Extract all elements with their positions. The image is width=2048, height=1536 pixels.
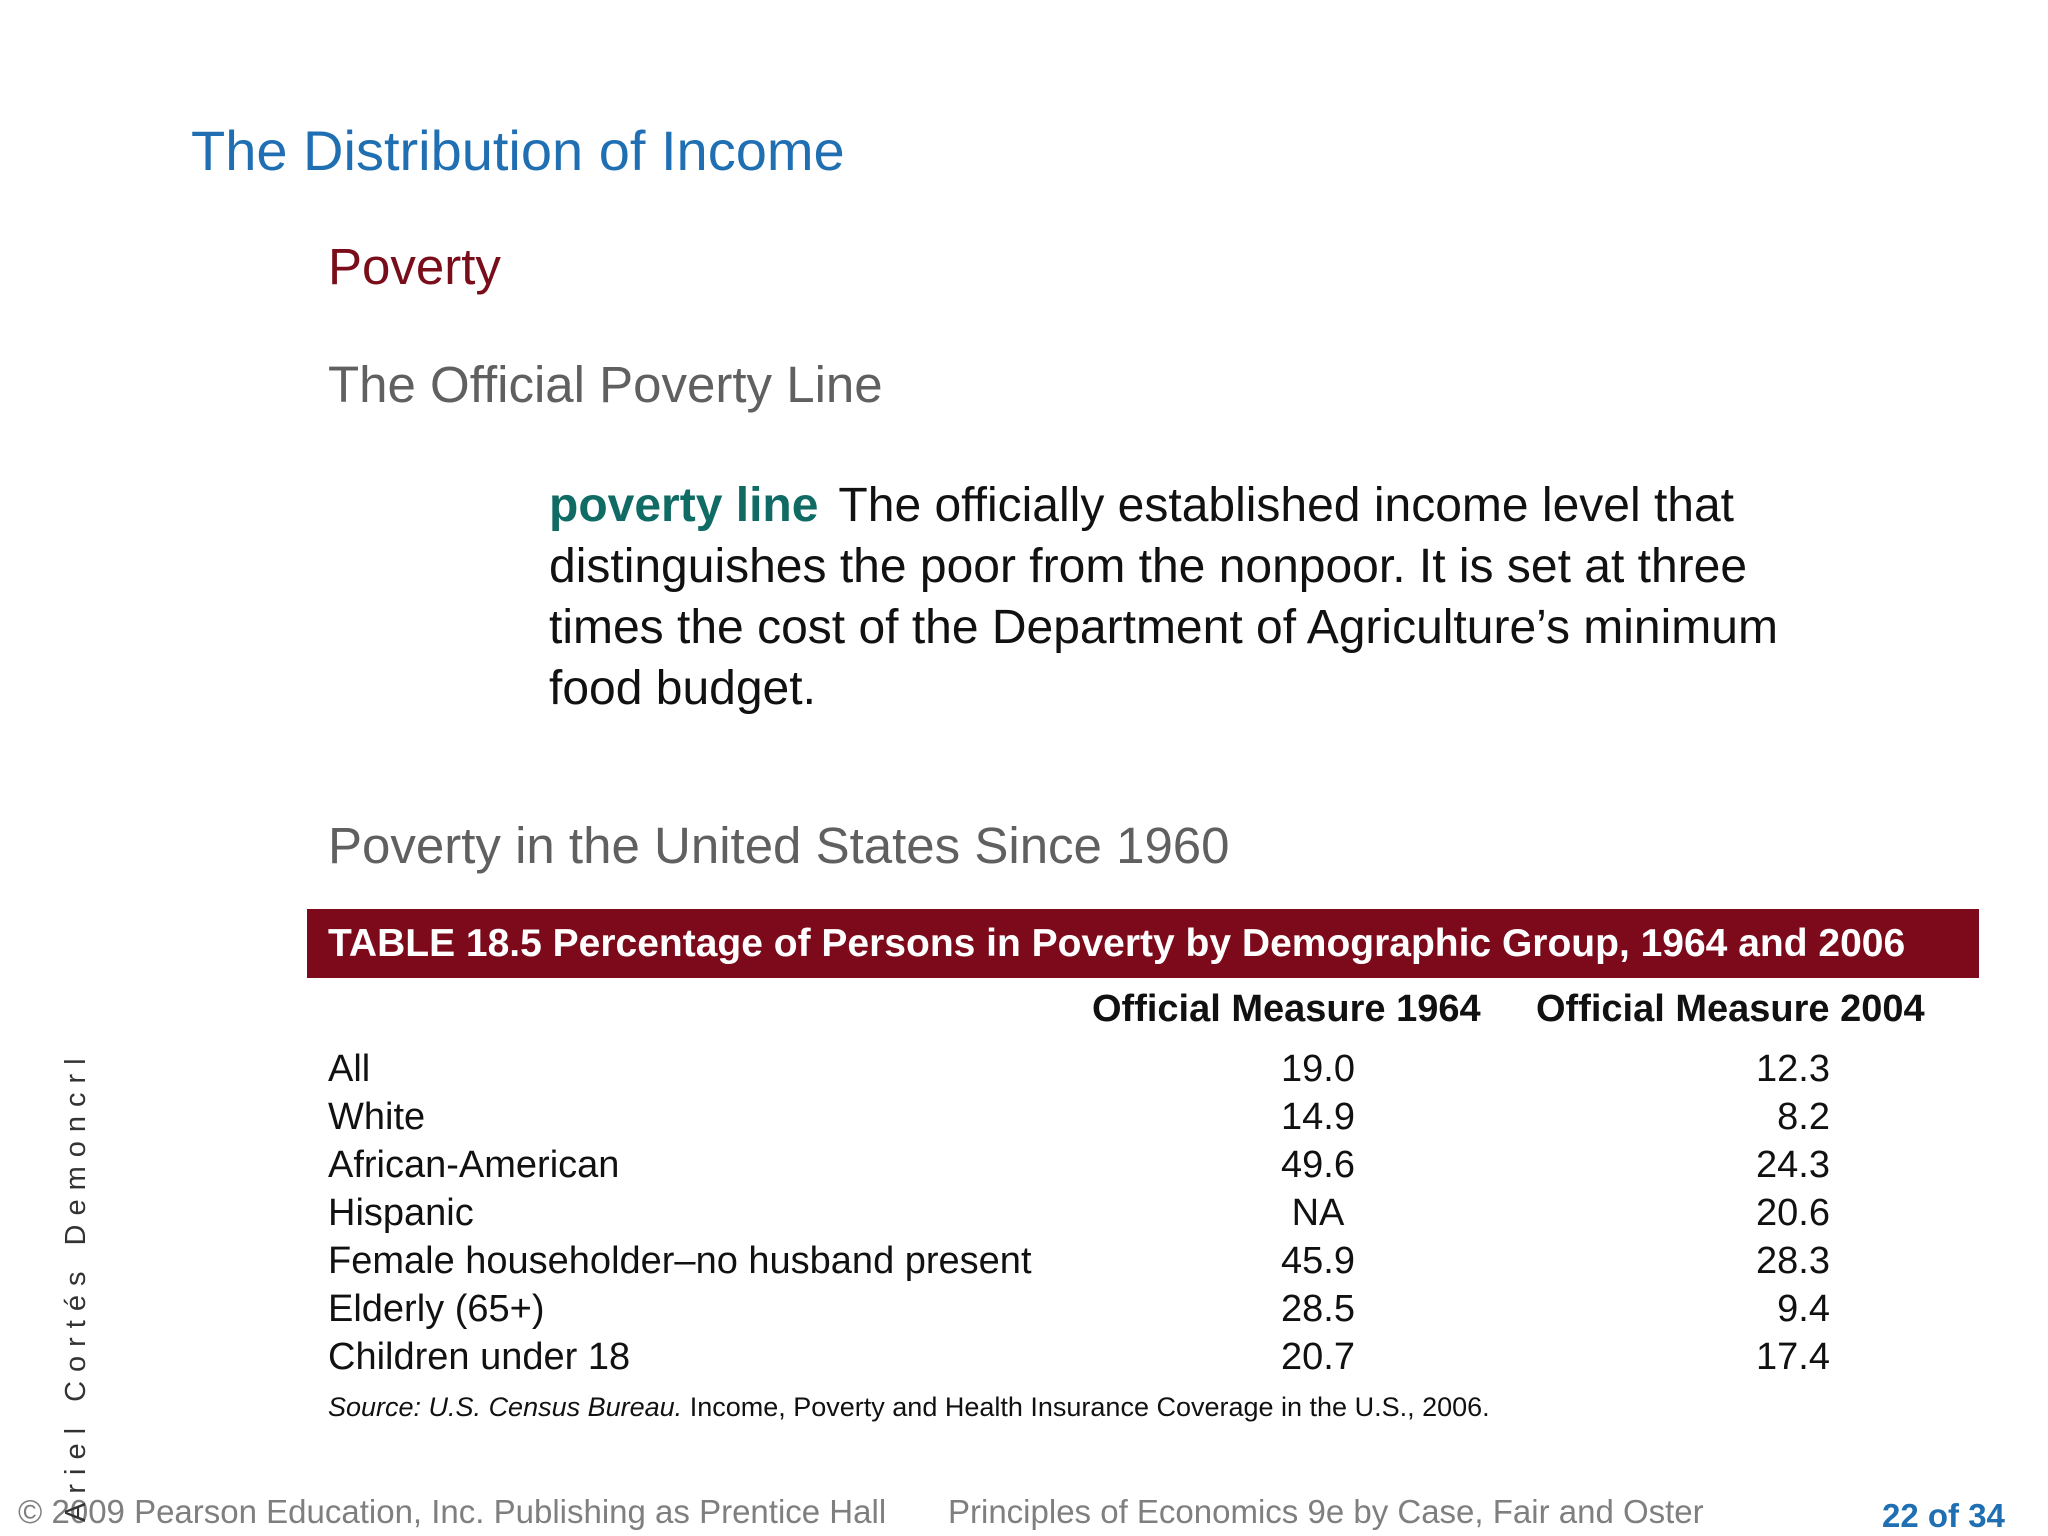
footer-copyright: © 2009 Pearson Education, Inc. Publishing as Prentice Hall — [18, 1493, 887, 1530]
page-number: 22 of 34 — [1882, 1497, 2005, 1534]
column-header-2004: Official Measure 2004 — [1536, 988, 1925, 1030]
source-label: Source: U.S. Census Bureau. — [328, 1392, 683, 1422]
value-2004: 12.3 — [1756, 1048, 1830, 1090]
footer-book-title: Principles of Economics 9e by Case, Fair and Oster — [948, 1493, 1704, 1530]
value-2004: 28.3 — [1756, 1240, 1830, 1282]
row-label: All — [328, 1048, 371, 1090]
slide-title: The Distribution of Income — [191, 119, 845, 182]
table-title-bar: TABLE 18.5 Percentage of Persons in Poverty by Demographic Group, 1964 and 2006 — [307, 909, 1979, 978]
table-row — [328, 1240, 1828, 1288]
column-header-1964: Official Measure 1964 — [1092, 988, 1481, 1030]
table-source-note — [328, 1392, 1490, 1423]
value-2004: 8.2 — [1777, 1096, 1830, 1138]
value-1964: 19.0 — [1281, 1048, 1355, 1090]
row-label: Hispanic — [328, 1192, 474, 1234]
table-row — [328, 1192, 1828, 1240]
value-2004: 24.3 — [1756, 1144, 1830, 1186]
table-row — [328, 1144, 1828, 1192]
row-label: Female householder–no husband present — [328, 1240, 1032, 1282]
section-heading: Poverty — [328, 238, 501, 295]
row-label: Elderly (65+) — [328, 1288, 545, 1330]
table-row — [328, 1096, 1828, 1144]
value-2004: 9.4 — [1777, 1288, 1830, 1330]
value-1964: 28.5 — [1281, 1288, 1355, 1330]
vertical-side-text: Ariel Cortés Demoncrl — [60, 1049, 92, 1522]
value-1964: NA — [1291, 1192, 1345, 1234]
value-1964: 49.6 — [1281, 1144, 1355, 1186]
value-1964: 45.9 — [1281, 1240, 1355, 1282]
row-label: Children under 18 — [328, 1336, 631, 1378]
definition-text: The officially established income level that distinguishes the poor from the nonpoor. It is set at three times the cost of the Department of Agriculture’s minimum food budget. — [549, 479, 1778, 715]
definition-block — [549, 475, 1809, 719]
value-1964: 20.7 — [1281, 1336, 1355, 1378]
row-label: African-American — [328, 1144, 620, 1186]
subheading-poverty-since-1960: Poverty in the United States Since 1960 — [328, 817, 1230, 874]
table-row — [328, 1336, 1828, 1384]
table-row — [328, 1288, 1828, 1336]
source-text: Income, Poverty and Health Insurance Coverage in the U.S., 2006. — [689, 1392, 1490, 1422]
row-label: White — [328, 1096, 426, 1138]
value-1964: 14.9 — [1281, 1096, 1355, 1138]
table-row — [328, 1048, 1828, 1096]
value-2004: 17.4 — [1756, 1336, 1830, 1378]
value-2004: 20.6 — [1756, 1192, 1830, 1234]
subheading-official-poverty-line: The Official Poverty Line — [328, 356, 883, 413]
definition-term: poverty line — [549, 479, 819, 532]
